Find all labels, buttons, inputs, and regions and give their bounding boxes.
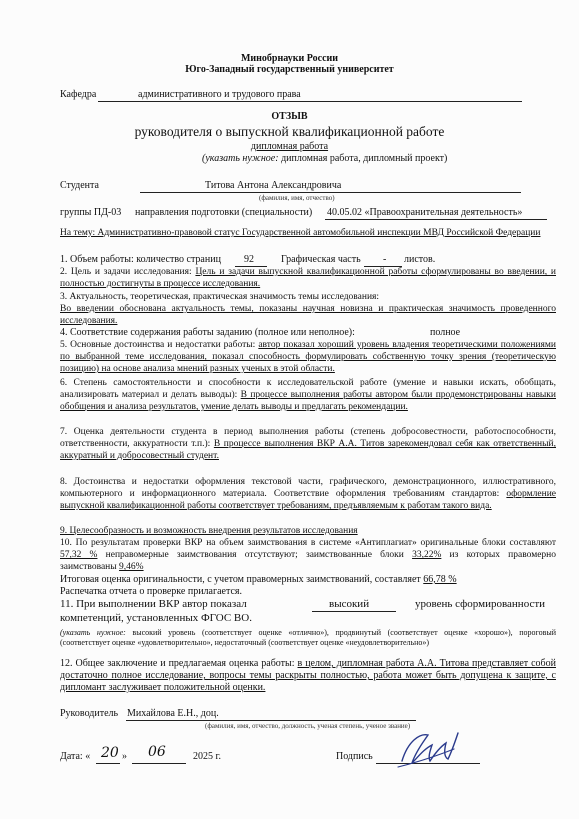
item11-hint-text: высокий уровень (соответствует оценке «отлично»), продвинутый (соответствует оценке «хорошо»), пороговый (соответствует оценке «удовлетворительно», недостаточный (соответствует оценке «неудовлетворительно») — [60, 628, 557, 647]
item10-total-label: Итоговая оценка оригинальности, с учетом правомерных заимствований, составляет — [60, 574, 421, 585]
topic — [60, 227, 556, 239]
item10-text-b: неправомерные заимствования отсутствуют; заимствованные блоки — [105, 550, 404, 560]
date-year: 2025 г. — [193, 751, 221, 762]
item2-value: Цель и задачи выпускной квалификационной работы сформулированы во введении, и полностью достигнуты в процессе исследования. — [60, 267, 557, 289]
item10-printout: Распечатка отчета о проверке прилагается. — [60, 586, 242, 597]
item5 — [60, 339, 556, 375]
hint-rest: дипломная работа, дипломный проект) — [281, 153, 448, 164]
work-type: дипломная работа — [250, 141, 329, 152]
item4-label: 4. Соответствие содержания работы заданию (полное или неполное): — [60, 327, 355, 338]
item12 — [60, 658, 556, 694]
item10-total-value: 66,78 % — [423, 574, 457, 585]
ministry-heading: Минобрнауки России — [240, 53, 339, 64]
item10-legal-percent: 9,46% — [119, 562, 144, 572]
item3-label: 3. Актуальность, теоретическая, практическая значимость темы исследования: — [60, 292, 380, 302]
item2 — [60, 266, 556, 290]
item10 — [60, 537, 556, 573]
item11-text-c: компетенций, установленных ФГОС ВО. — [60, 612, 252, 624]
item4-value: полное — [430, 327, 461, 338]
item12-value: в целом, дипломная работа А.А. Титова представляет собой достаточно полное исследование, вопросы темы раскрыты полностью, работа может быть допущена к защите, с дипломант заслуживает положительной оценки. — [60, 658, 556, 693]
item7-label: 7. Оценка деятельности студента в период выполнения работы (степень добросовестности, работоспособности, ответственности, аккуратности т.п.): — [60, 427, 556, 449]
department-label: Кафедра — [60, 89, 97, 100]
date-day: 20 — [101, 745, 119, 761]
item12-label: 12. Общее заключение и предлагаемая оценка работы: — [60, 658, 295, 669]
item11-text-a: 11. При выполнении ВКР автор показал — [60, 598, 247, 610]
handwritten-signature — [394, 727, 462, 771]
department-underline — [98, 101, 522, 102]
item6 — [60, 377, 556, 413]
item1-label: 1. Объем работы: количество страниц — [60, 254, 221, 265]
item10-text-c: из которых правомерно заимствованы — [60, 550, 557, 572]
date-label: Дата: « — [60, 751, 91, 762]
item1-graphic-value: - — [383, 254, 387, 265]
item7-value: В процессе выполнения ВКР А.А. Титов зарекомендовал себя как ответственный, аккуратный и добросовестный студент. — [60, 439, 556, 461]
review-subtitle: руководителя о выпускной квалификационной работе — [134, 124, 445, 139]
item9-text: 9. Целесообразность и возможность внедрения результатов исследования — [60, 526, 358, 536]
supervisor-caption: (фамилия, имя, отчество, должность, ученая степень, ученое звание) — [205, 722, 411, 730]
signature-label: Подпись — [336, 751, 373, 762]
item11-level: высокий — [329, 598, 370, 610]
item1-graphic-label: Графическая часть — [281, 254, 361, 265]
date-day-underline — [96, 763, 120, 764]
student-caption: (фамилия, имя, отчество) — [259, 194, 335, 202]
group-label: группы ПД-03 — [60, 207, 122, 218]
date-mid: » — [122, 751, 127, 762]
item2-label: 2. Цель и задачи исследования: — [60, 267, 192, 277]
item10-text-a: 10. По результатам проверки ВКР на объем заимствования в системе «Антиплагиат» оригинальные блоки составляют — [60, 538, 556, 548]
item8-value: оформление выпускной квалификационной работы соответствует требованиям, предъявляемым к работам такого вида. — [60, 489, 556, 511]
date-month-underline — [132, 763, 186, 764]
item11-level-underline — [312, 611, 396, 612]
item3 — [60, 291, 556, 327]
supervisor-value: Михайлова Е.Н., доц. — [127, 708, 219, 719]
item9 — [60, 525, 556, 537]
item5-label: 5. Основные достоинства и недостатки работы: — [60, 340, 256, 350]
item10-borrowed-percent: 33,22% — [412, 550, 442, 560]
item3-value: Во введении обоснована актуальность темы, показаны научная новизна и практическая значимость проведенного исследования. — [60, 304, 556, 326]
item1-pages: 92 — [244, 254, 254, 265]
supervisor-label: Руководитель — [60, 708, 119, 719]
item8 — [60, 476, 556, 512]
student-name: Титова Антона Александровича — [205, 180, 342, 191]
item8-text: 8. Достоинства и недостатки оформления текстовой части, графического, демонстрационного, иллюстративного, компьютерного и информационного материала. Соответствие оформления требованиям стандартов: — [60, 477, 556, 499]
item6-label: 6. Степень самостоятельности и способности к исследовательской работе (умение и навыки искать, обобщать, анализировать материал и делать выводы): — [60, 378, 556, 400]
item6-value: В процессе выполнения работы автором были продемонстрированы навыки обобщения и анализа результатов, умение делать выводы и предлагать рекомендации. — [60, 390, 557, 412]
item11-hint — [60, 628, 556, 648]
department-value: административного и трудового права — [138, 89, 301, 100]
item10-total-line — [60, 574, 457, 586]
review-title: ОТЗЫВ — [271, 111, 308, 122]
date-month: 06 — [148, 744, 166, 760]
item11-hint-prefix: (указать нужное: — [60, 628, 126, 637]
university-heading: Юго-Западный государственный университет — [185, 64, 394, 75]
item5-value: автор показал хороший уровень владения теоретическими положениями по выбранной теме исследования, показал способность формулировать собственную точку зрения (теоретическую позицию) на основе анализа мнений разных ученых в этой области. — [60, 340, 557, 374]
direction-underline — [325, 219, 547, 220]
item11-text-b: уровень сформированности — [415, 598, 546, 610]
item10-original-percent: 57,32 % — [60, 550, 98, 560]
direction-label: направления подготовки (специальности) — [135, 207, 313, 218]
direction-value: 40.05.02 «Правоохранительная деятельность» — [327, 207, 523, 218]
work-type-hint — [202, 153, 447, 165]
hint-prefix: (указать нужное: — [202, 153, 279, 164]
topic-text: На тему: Административно-правовой статус Государственной автомобильной инспекции МВД Российской Федерации — [60, 228, 541, 238]
student-label: Студента — [60, 180, 99, 191]
item7 — [60, 426, 556, 462]
student-underline — [140, 192, 521, 193]
supervisor-underline — [126, 720, 416, 721]
item1-sheets: листов. — [404, 254, 436, 265]
